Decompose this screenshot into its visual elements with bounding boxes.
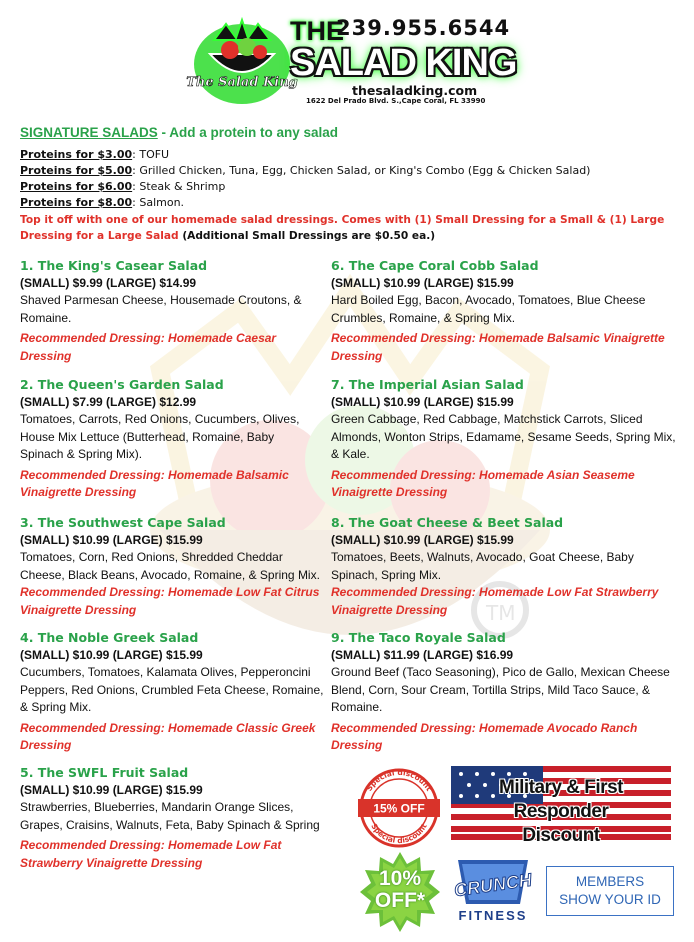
dressing-note (20, 212, 692, 244)
protein-row: Proteins for $5.00: Grilled Chicken, Tuna, Egg, Chicken Salad, or King's Combo (Egg & Chicken Salad) (20, 164, 591, 177)
salad-title: 2. The Queen's Garden Salad (20, 377, 224, 392)
salad-item-kings-caesar (20, 257, 370, 365)
salad-description: Green Cabbage, Red Cabbage, Matchstick Carrots, Sliced Almonds, Wonton Strips, Edamame, Sesame Seeds, Spring Mix, & Kale. (331, 412, 676, 461)
protein-row: Proteins for $8.00: Salmon. (20, 196, 185, 209)
crunch-fitness-label: FITNESS (458, 908, 528, 923)
protein-price-label: Proteins for $3.00 (20, 148, 133, 161)
salad-item-goat-cheese-beet (331, 514, 681, 619)
salad-item-noble-greek (20, 629, 370, 755)
stamp-bottom-text: Special discount (369, 821, 429, 846)
section-subtitle: - Add a protein to any salad (157, 125, 339, 140)
dressing-extra-note: (Additional Small Dressings are $0.50 ea.) (178, 230, 436, 242)
dressing-note-text: Top it off with one of our homemade salad dressings. Comes with (1) Small Dressing for a Small & (1) Large Dressing for a Large Salad (20, 214, 665, 242)
protein-items: Steak & Shrimp (139, 180, 226, 193)
salad-price: (SMALL) $10.99 (LARGE) $15.99 (331, 276, 514, 290)
military-discount-text (451, 776, 671, 848)
salad-price: (SMALL) $11.99 (LARGE) $16.99 (331, 648, 514, 662)
salad-title: 6. The Cape Coral Cobb Salad (331, 258, 539, 273)
ten-percent-off-label: OFF* (374, 889, 426, 912)
salad-price: (SMALL) $10.99 (LARGE) $15.99 (20, 533, 203, 547)
section-title (20, 125, 338, 140)
salad-price: (SMALL) $9.99 (LARGE) $14.99 (20, 276, 197, 290)
salad-bowl-crown-logo (186, 14, 298, 106)
special-discount-stamp (356, 768, 442, 848)
salad-price: (SMALL) $10.99 (LARGE) $15.99 (331, 533, 514, 547)
ten-percent-off-text (360, 868, 440, 912)
brand-the: THE (290, 16, 344, 46)
salad-price: (SMALL) $10.99 (LARGE) $15.99 (20, 648, 203, 662)
salad-title: 1. The King's Casear Salad (20, 258, 208, 273)
salad-item-cape-coral-cobb (331, 257, 681, 365)
salad-item-imperial-asian (331, 376, 681, 502)
protein-items: Grilled Chicken, Tuna, Egg, Chicken Salad, or King's Combo (Egg & Chicken Salad) (139, 164, 591, 177)
address: 1622 Del Prado Blvd. S.,Cape Coral, FL 33990 (306, 97, 486, 105)
protein-price-label: Proteins for $5.00 (20, 164, 133, 177)
salad-description: Tomatoes, Carrots, Red Onions, Cucumbers, Olives, House Mix Lettuce (Butterhead, Romaine, Baby Spinach & Spring Mix). (20, 412, 300, 461)
salad-price: (SMALL) $10.99 (LARGE) $15.99 (20, 783, 203, 797)
salad-recommended-dressing: Recommended Dressing: Homemade Balsamic Vinaigrette Dressing (331, 331, 665, 363)
salad-item-swfl-fruit (20, 764, 370, 872)
protein-items: TOFU (139, 148, 170, 161)
brand-name: SALAD KING (290, 42, 517, 84)
salad-recommended-dressing: Recommended Dressing: Homemade Caesar Dressing (20, 331, 277, 363)
salad-description: Strawberries, Blueberries, Mandarin Orange Slices, Grapes, Craisins, Walnuts, Feta, Baby Spinach & Spring (20, 800, 320, 832)
salad-title: 3. The Southwest Cape Salad (20, 515, 226, 530)
trademark-mark: TM (486, 601, 516, 625)
crunch-logo-text: CRUNCH (452, 869, 533, 901)
salad-description: Cucumbers, Tomatoes, Kalamata Olives, Pepperoncini Peppers, Red Onions, Crumbled Feta Cheese, Romaine, & Spring Mix. (20, 665, 324, 714)
phone-number: 239.955.6544 (336, 16, 511, 40)
salad-price: (SMALL) $10.99 (LARGE) $15.99 (331, 395, 514, 409)
ten-percent-value: 10% (378, 867, 422, 890)
protein-row: Proteins for $3.00: TOFU (20, 148, 170, 161)
stamp-center-text: 15% OFF (373, 801, 425, 816)
website-link[interactable]: thesaladking.com (352, 83, 478, 98)
salad-recommended-dressing: Recommended Dressing: Homemade Low Fat Strawberry Vinaigrette Dressing (331, 585, 659, 617)
salad-title: 5. The SWFL Fruit Salad (20, 765, 189, 780)
salad-item-southwest-cape (20, 514, 370, 619)
protein-price-label: Proteins for $8.00 (20, 196, 133, 209)
section-title-label: SIGNATURE SALADS (20, 125, 158, 140)
protein-items: Salmon. (139, 196, 185, 209)
salad-description: Tomatoes, Corn, Red Onions, Shredded Cheddar Cheese, Black Beans, Avocado, Romaine, & Spring Mix. (20, 550, 320, 582)
members-line2: SHOW YOUR ID (559, 892, 661, 907)
salad-item-taco-royale (331, 629, 681, 755)
protein-price-label: Proteins for $6.00 (20, 180, 133, 193)
salad-item-queens-garden (20, 376, 370, 502)
crunch-fitness-logo (450, 856, 536, 916)
military-discount-line2: Discount (522, 825, 600, 846)
salad-description: Shaved Parmesan Cheese, Housemade Croutons, & Romaine. (20, 293, 302, 325)
salad-recommended-dressing: Recommended Dressing: Homemade Balsamic Vinaigrette Dressing (20, 467, 289, 499)
salad-description: Hard Boiled Egg, Bacon, Avocado, Tomatoes, Blue Cheese Crumbles, Romaine, & Spring Mix. (331, 293, 646, 325)
salad-description: Ground Beef (Taco Seasoning), Pico de Gallo, Mexican Cheese Blend, Corn, Sour Cream, Tortilla Strips, Mild Taco Sauce, & Romaine. (331, 665, 670, 714)
salad-title: 7. The Imperial Asian Salad (331, 377, 524, 392)
protein-list (20, 147, 690, 211)
salad-title: 9. The Taco Royale Salad (331, 630, 506, 645)
salad-recommended-dressing: Recommended Dressing: Homemade Classic Greek Dressing (20, 720, 316, 752)
stamp-top-text: Special discount (364, 768, 434, 793)
salad-price: (SMALL) $7.99 (LARGE) $12.99 (20, 395, 197, 409)
salad-title: 4. The Noble Greek Salad (20, 630, 199, 645)
members-id-box (546, 866, 674, 916)
salad-description: Tomatoes, Beets, Walnuts, Avocado, Goat Cheese, Baby Spinach, Spring Mix. (331, 550, 634, 582)
protein-row: Proteins for $6.00: Steak & Shrimp (20, 180, 226, 193)
logo-script-text: The Salad King (186, 75, 298, 90)
salad-recommended-dressing: Recommended Dressing: Homemade Asian Seaseme Vinaigrette Dressing (331, 467, 635, 499)
members-line1: MEMBERS (575, 874, 645, 889)
salad-recommended-dressing: Recommended Dressing: Homemade Low Fat Strawberry Vinaigrette Dressing (20, 838, 282, 870)
military-discount-line1: Military & First Responder (499, 777, 623, 822)
salad-recommended-dressing: Recommended Dressing: Homemade Avocado Ranch Dressing (331, 720, 638, 752)
salad-title: 8. The Goat Cheese & Beet Salad (331, 515, 564, 530)
salad-recommended-dressing: Recommended Dressing: Homemade Low Fat Citrus Vinaigrette Dressing (20, 585, 320, 617)
